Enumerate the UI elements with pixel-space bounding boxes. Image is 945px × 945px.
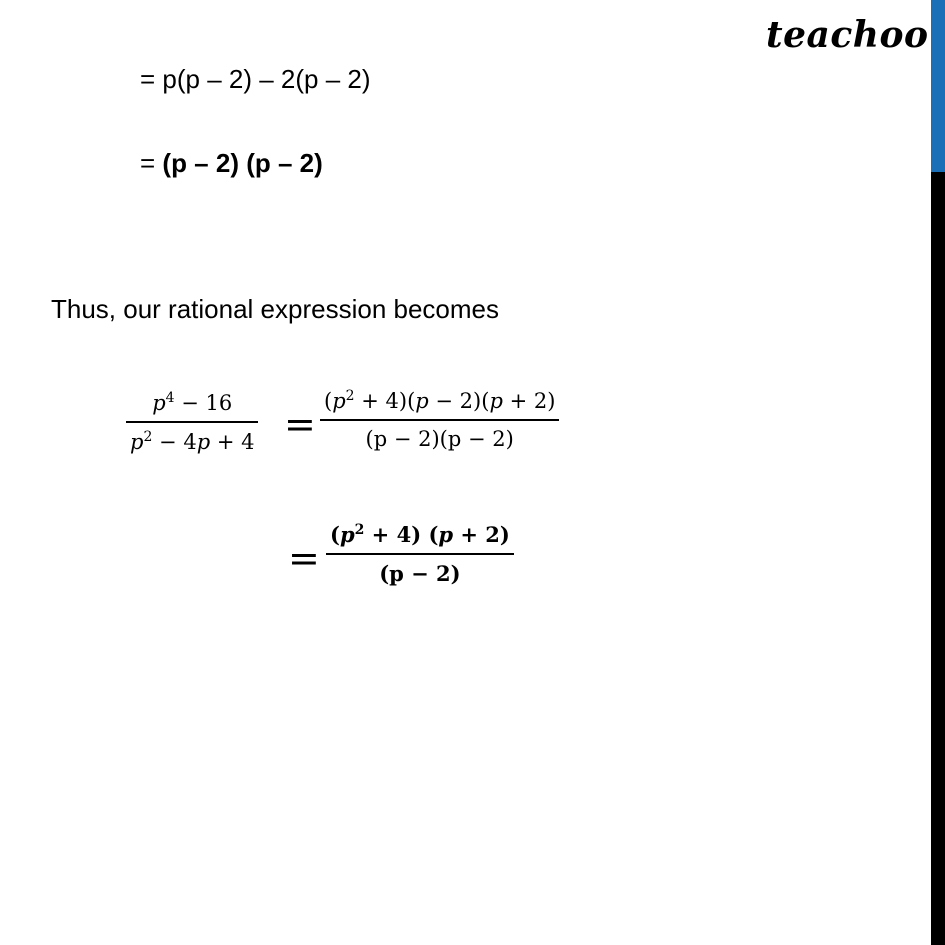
factor-step-1: = p(p – 2) – 2(p – 2) — [140, 64, 371, 94]
factor-step-2 — [140, 148, 323, 179]
result-numerator: $(p^2 + 4) (p + 2)$ — [330, 522, 510, 547]
lhs-fraction — [126, 390, 258, 454]
equals-sign-2: = — [288, 536, 320, 580]
result-fraction — [326, 522, 514, 586]
teachoo-logo: teachoo — [766, 14, 929, 56]
conclusion-text: Thus, our rational expression becomes — [51, 294, 500, 324]
rhs-fraction — [320, 388, 559, 451]
result-denominator: (p − 2) — [379, 560, 461, 586]
rhs-numerator: $(p^2 + 4)(p - 2)(p + 2)$ — [324, 388, 556, 413]
factor-step-2-result: (p – 2) (p – 2) — [162, 148, 323, 178]
lhs-numerator: $p^4 - 16$ — [152, 390, 233, 415]
sidebar-accent — [931, 0, 945, 172]
equals-sign-1: = — [284, 402, 316, 446]
rhs-denominator: (p − 2)(p − 2) — [365, 426, 514, 451]
factor-step-2-prefix: = — [140, 148, 163, 178]
lhs-denominator: $p^2 - 4p + 4$ — [130, 428, 255, 454]
